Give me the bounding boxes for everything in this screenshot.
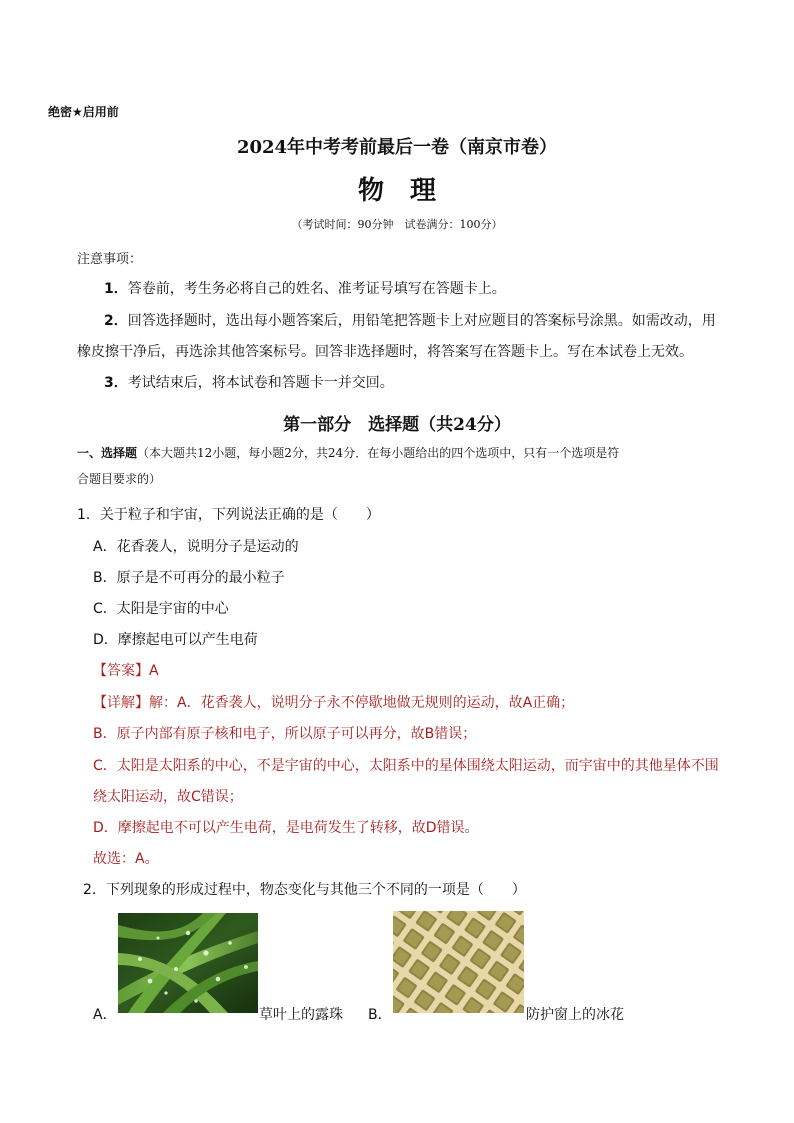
- question-1-explanation-line: 绕太阳运动，故C错误；: [93, 789, 243, 805]
- question-1-explanation-line: D．摩擦起电不可以产生电荷，是电荷发生了转移，故D错误。: [93, 820, 479, 836]
- notice-title: 注意事项：: [77, 252, 143, 267]
- exam-title: 2024年中考考前最后一卷（南京市卷）: [236, 137, 558, 158]
- question-2-option-b-caption: 防护窗上的冰花: [526, 1007, 624, 1023]
- subject-title: 物 理: [357, 176, 436, 206]
- section-description-continued: 合题目要求的）: [77, 472, 162, 486]
- exam-info: （考试时间：90分钟 试卷满分：100分）: [291, 218, 503, 231]
- question-2-option-b-label: B．: [368, 1007, 392, 1023]
- notice-item-text: 回答选择题时，选出每小题答案后，用铅笔把答题卡上对应题目的答案标号涂黑。如需改动，用: [127, 313, 716, 329]
- question-2-stem: 2．下列现象的形成过程中，物态变化与其他三个不同的一项是（ ）: [83, 882, 526, 898]
- section-description: （本大题共12小题，每小题2分，共24分．在每小题给出的四个选项中，只有一个选项是符: [137, 446, 620, 460]
- section-label: 一、选择题: [77, 446, 138, 460]
- notice-item-number: 1．: [104, 281, 128, 297]
- notice-item-text: 考试结束后，将本试卷和答题卡一并交回。: [127, 375, 394, 391]
- frost-on-window-image: [393, 911, 524, 1013]
- question-1-option-d: D．摩擦起电可以产生电荷: [93, 632, 258, 648]
- notice-item-2-continued: 橡皮擦干净后，再选涂其他答案标号。回答非选择题时，将答案写在答题卡上。写在本试卷上无效。: [77, 344, 693, 360]
- question-1-explanation-line: C．太阳是太阳系的中心，不是宇宙的中心，太阳系中的星体围绕太阳运动，而宇宙中的其他星体不围: [93, 758, 719, 774]
- question-1-option-a: A．花香袭人，说明分子是运动的: [93, 539, 299, 555]
- notice-item-1: [104, 278, 506, 298]
- question-1-option-c: C．太阳是宇宙的中心: [93, 601, 229, 617]
- part-title: 第一部分 选择题（共24分）: [283, 415, 511, 435]
- question-1-explanation-line: B．原子内部有原子核和电子，所以原子可以再分，故B错误；: [93, 726, 477, 742]
- confidential-label: 绝密★启用前: [48, 105, 119, 119]
- dew-on-grass-image: [118, 913, 258, 1013]
- notice-item-2: [104, 310, 716, 330]
- question-1-option-b: B．原子是不可再分的最小粒子: [93, 570, 285, 586]
- question-2-option-a-label: A．: [93, 1007, 117, 1023]
- question-1-selection: 故选：A。: [93, 851, 159, 867]
- section-heading: [77, 444, 619, 461]
- question-1-stem: 1．关于粒子和宇宙，下列说法正确的是（ ）: [77, 507, 380, 523]
- notice-item-3: [104, 372, 394, 392]
- question-2-option-a-caption: 草叶上的露珠: [259, 1007, 343, 1023]
- notice-item-number: 3．: [104, 375, 128, 391]
- notice-item-text: 答卷前，考生务必将自己的姓名、准考证号填写在答题卡上。: [127, 281, 506, 297]
- notice-item-number: 2．: [104, 313, 128, 329]
- question-1-answer: 【答案】A: [93, 663, 159, 679]
- question-1-explanation-line: 【详解】解：A．花香袭人，说明分子永不停歇地做无规则的运动，故A正确；: [93, 695, 575, 711]
